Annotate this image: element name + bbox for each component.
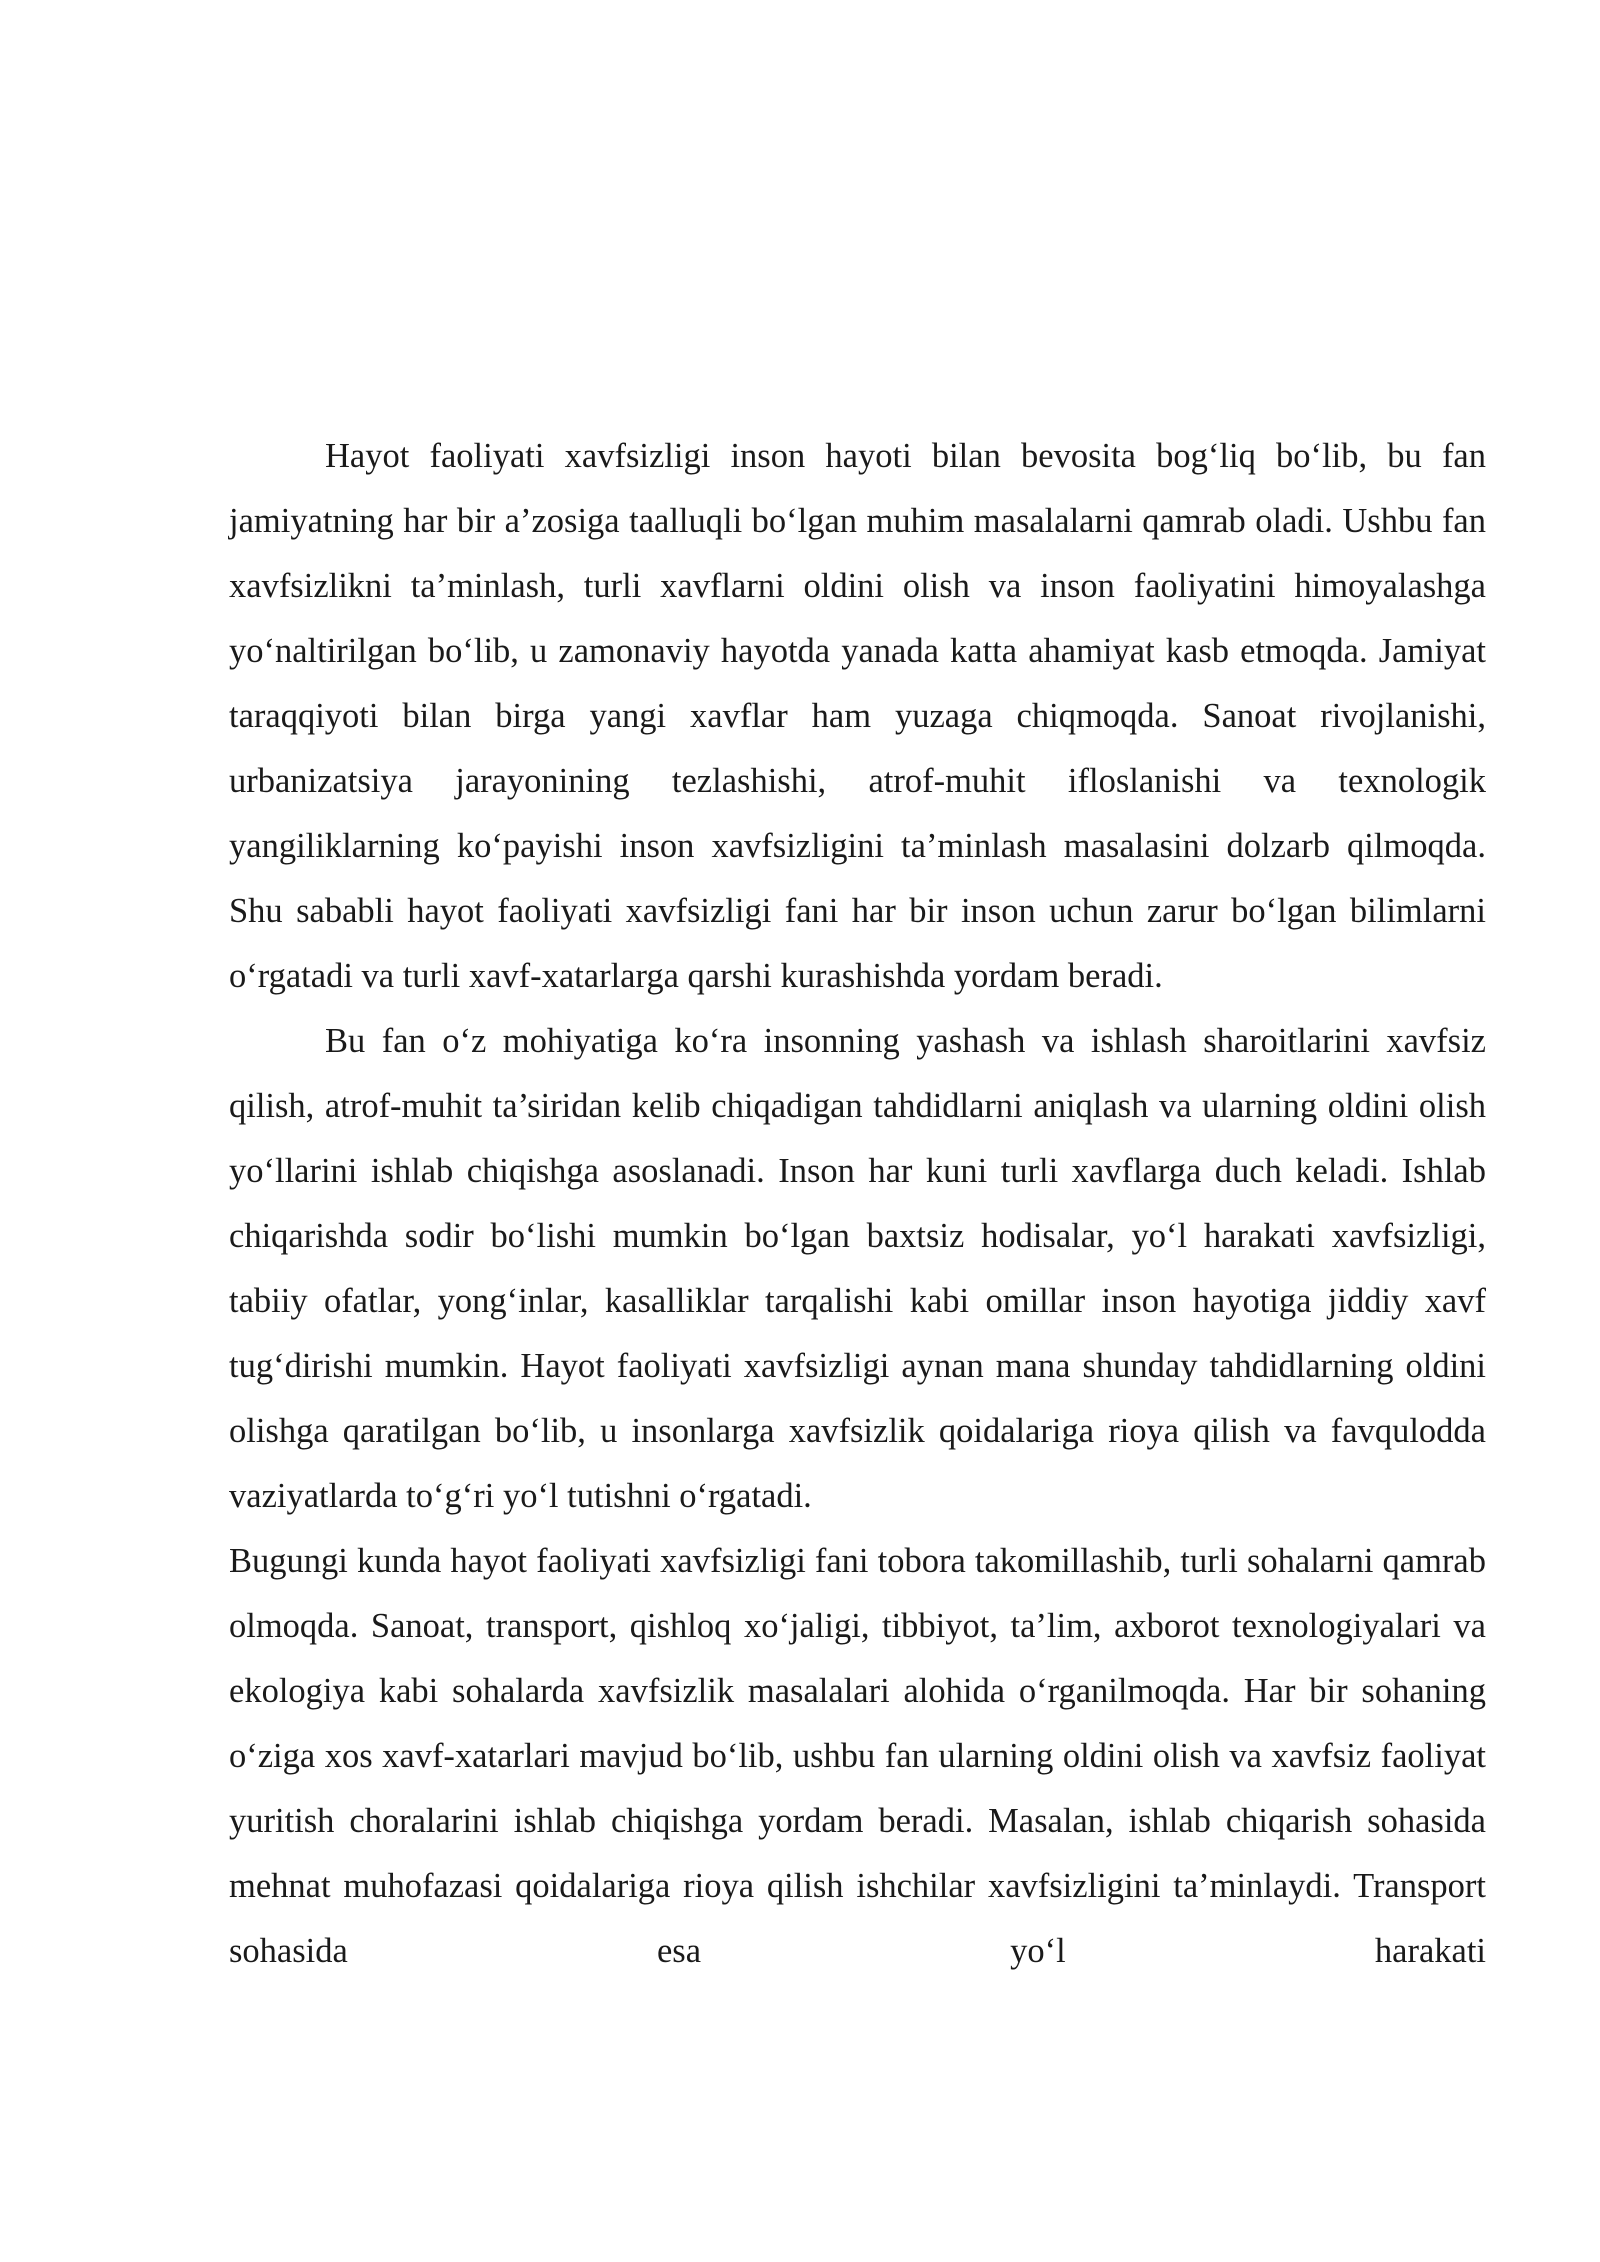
paragraph-3: Bugungi kunda hayot faoliyati xavfsizligi fani tobora takomillashib, turli sohalarni qamrab olmoqda. Sanoat, transport, qishloq xo‘jaligi, tibbiyot, ta’lim, axborot texnologiyalari va ekologiya kabi sohalarda xavfsizlik masalalari alohida o‘rganilmoqda. Har bir sohaning o‘ziga xos xavf-xatarlari mavjud bo‘lib, ushbu fan ularning oldini olish va xavfsiz faoliyat yuritish choralarini ishlab chiqishga yordam beradi. Masalan, ishlab chiqarish sohasida mehnat muhofazasi qoidalariga rioya qilish ishchilar xavfsizligini ta’minlaydi. Transport sohasida esa yo‘l harakati bbox=[229, 1542, 1486, 1970]
document-body bbox=[229, 424, 1486, 1984]
paragraph-1: Hayot faoliyati xavfsizligi inson hayoti bilan bevosita bog‘liq bo‘lib, bu fan jamiyatning har bir a’zosiga taalluqli bo‘lgan muhim masalalarni qamrab oladi. Ushbu fan xavfsizlikni ta’minlash, turli xavflarni oldini olish va inson faoliyatini himoyalashga yo‘naltirilgan bo‘lib, u zamonaviy hayotda yanada katta ahamiyat kasb etmoqda. Jamiyat taraqqiyoti bilan birga yangi xavflar ham yuzaga chiqmoqda. Sanoat rivojlanishi, urbanizatsiya jarayonining tezlashishi, atrof-muhit ifloslanishi va texnologik yangiliklarning ko‘payishi inson xavfsizligini ta’minlash masalasini dolzarb qilmoqda. Shu sababli hayot faoliyati xavfsizligi fani har bir inson uchun zarur bo‘lgan bilimlarni o‘rgatadi va turli xavf-xatarlarga qarshi kurashishda yordam beradi. bbox=[229, 437, 1486, 995]
paragraph-2: Bu fan o‘z mohiyatiga ko‘ra insonning yashash va ishlash sharoitlarini xavfsiz qilish, atrof-muhit ta’siridan kelib chiqadigan tahdidlarni aniqlash va ularning oldini olish yo‘llarini ishlab chiqishga asoslanadi. Inson har kuni turli xavflarga duch keladi. Ishlab chiqarishda sodir bo‘lishi mumkin bo‘lgan baxtsiz hodisalar, yo‘l harakati xavfsizligi, tabiiy ofatlar, yong‘inlar, kasalliklar tarqalishi kabi omillar inson hayotiga jiddiy xavf tug‘dirishi mumkin. Hayot faoliyati xavfsizligi aynan mana shunday tahdidlarning oldini olishga qaratilgan bo‘lib, u insonlarga xavfsizlik qoidalariga rioya qilish va favqulodda vaziyatlarda to‘g‘ri yo‘l tutishni o‘rgatadi. bbox=[229, 1022, 1486, 1515]
